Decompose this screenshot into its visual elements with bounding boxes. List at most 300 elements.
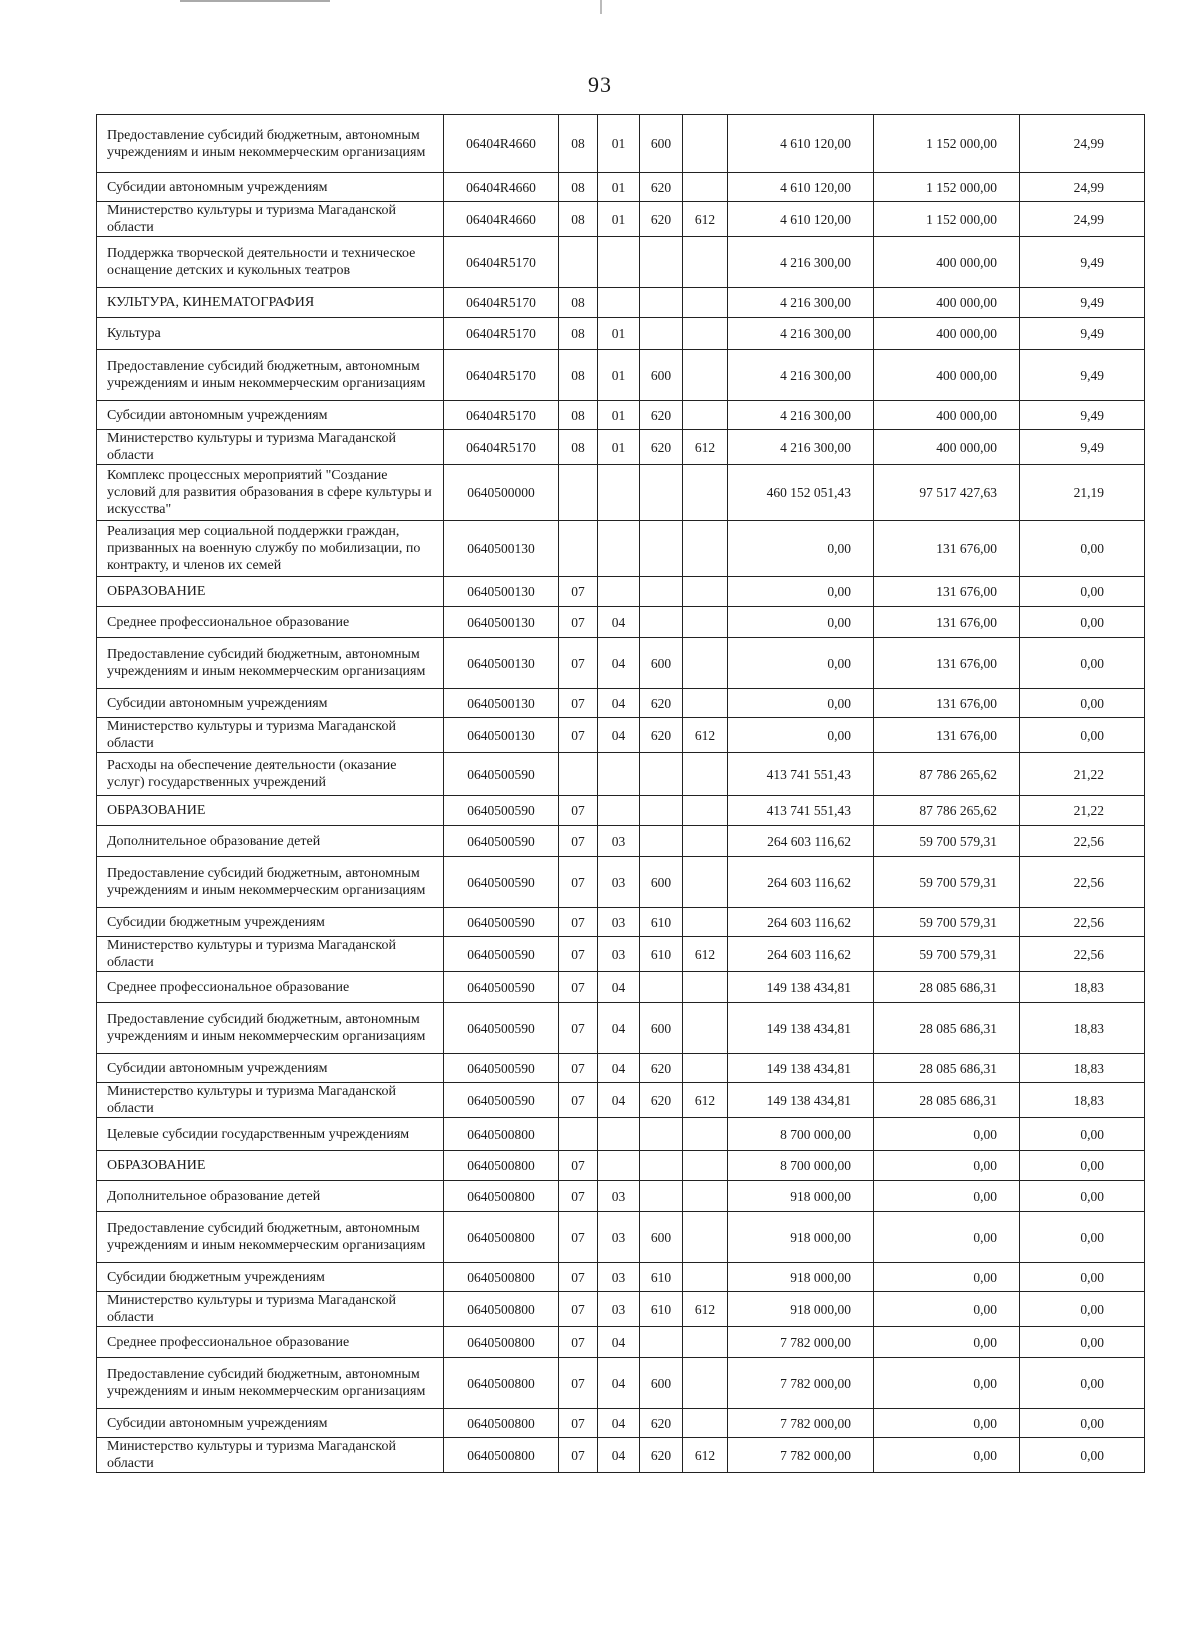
cell-subsection: 03 (598, 937, 640, 972)
cell-section: 07 (559, 577, 598, 607)
cell-percent: 9,49 (1020, 237, 1145, 288)
cell-section: 07 (559, 718, 598, 753)
cell-subsection: 03 (598, 857, 640, 908)
cell-expense-type (640, 796, 683, 826)
cell-name: Среднее профессиональное образование (97, 607, 444, 638)
table-row (97, 1358, 1145, 1409)
table-row (97, 401, 1145, 430)
cell-percent: 18,83 (1020, 1083, 1145, 1118)
cell-plan-amount: 4 216 300,00 (728, 237, 874, 288)
cell-percent: 9,49 (1020, 401, 1145, 430)
cell-percent: 0,00 (1020, 1212, 1145, 1263)
cell-section: 07 (559, 1263, 598, 1292)
cell-code: 0640500800 (444, 1151, 559, 1181)
cell-name: ОБРАЗОВАНИЕ (97, 796, 444, 826)
cell-expense-type: 620 (640, 1054, 683, 1083)
cell-actual-amount: 1 152 000,00 (874, 202, 1020, 237)
cell-plan-amount: 4 216 300,00 (728, 288, 874, 318)
cell-percent: 0,00 (1020, 1118, 1145, 1151)
cell-code: 0640500800 (444, 1212, 559, 1263)
cell-actual-amount: 97 517 427,63 (874, 465, 1020, 521)
cell-percent: 0,00 (1020, 1358, 1145, 1409)
cell-actual-amount: 59 700 579,31 (874, 857, 1020, 908)
cell-section: 08 (559, 350, 598, 401)
cell-percent: 0,00 (1020, 1151, 1145, 1181)
cell-expense-type: 600 (640, 115, 683, 173)
cell-subsection (598, 753, 640, 796)
cell-section (559, 753, 598, 796)
cell-subsection: 03 (598, 1181, 640, 1212)
cell-subsection: 03 (598, 1292, 640, 1327)
cell-name: Предоставление субсидий бюджетным, автономным учреждениям и иным некоммерческим организациям (97, 638, 444, 689)
cell-plan-amount: 264 603 116,62 (728, 937, 874, 972)
cell-subsection: 04 (598, 1003, 640, 1054)
cell-expense-type: 620 (640, 401, 683, 430)
cell-actual-amount: 400 000,00 (874, 430, 1020, 465)
cell-actual-amount: 131 676,00 (874, 607, 1020, 638)
table-row (97, 173, 1145, 202)
cell-code: 06404R5170 (444, 401, 559, 430)
cell-actual-amount: 0,00 (874, 1181, 1020, 1212)
cell-percent: 0,00 (1020, 577, 1145, 607)
cell-admin-code (683, 1212, 728, 1263)
table-row (97, 1409, 1145, 1438)
cell-actual-amount: 28 085 686,31 (874, 1003, 1020, 1054)
cell-plan-amount: 413 741 551,43 (728, 796, 874, 826)
table-row (97, 1212, 1145, 1263)
budget-table (96, 114, 1145, 1473)
table-row (97, 1083, 1145, 1118)
cell-actual-amount: 400 000,00 (874, 237, 1020, 288)
cell-admin-code (683, 972, 728, 1003)
cell-percent: 18,83 (1020, 1003, 1145, 1054)
cell-section: 07 (559, 1003, 598, 1054)
cell-section: 08 (559, 173, 598, 202)
cell-name: Расходы на обеспечение деятельности (оказание услуг) государственных учреждений (97, 753, 444, 796)
cell-subsection: 03 (598, 1263, 640, 1292)
cell-plan-amount: 0,00 (728, 577, 874, 607)
scan-artifact (600, 0, 602, 14)
table-row (97, 202, 1145, 237)
cell-subsection: 01 (598, 115, 640, 173)
cell-plan-amount: 0,00 (728, 689, 874, 718)
cell-code: 0640500130 (444, 577, 559, 607)
cell-section: 08 (559, 288, 598, 318)
cell-name: Целевые субсидии государственным учреждениям (97, 1118, 444, 1151)
cell-subsection (598, 237, 640, 288)
cell-plan-amount: 918 000,00 (728, 1292, 874, 1327)
cell-code: 0640500590 (444, 826, 559, 857)
cell-plan-amount: 7 782 000,00 (728, 1409, 874, 1438)
cell-code: 06404R5170 (444, 430, 559, 465)
cell-actual-amount: 0,00 (874, 1118, 1020, 1151)
cell-code: 06404R5170 (444, 350, 559, 401)
cell-section: 07 (559, 1292, 598, 1327)
cell-admin-code (683, 1054, 728, 1083)
cell-subsection (598, 796, 640, 826)
cell-name: Реализация мер социальной поддержки граждан, призванных на военную службу по мобилизации, по контракту, и членов их семей (97, 521, 444, 577)
cell-code: 0640500800 (444, 1327, 559, 1358)
cell-actual-amount: 131 676,00 (874, 577, 1020, 607)
cell-admin-code (683, 401, 728, 430)
cell-expense-type: 620 (640, 1409, 683, 1438)
cell-name: Комплекс процессных мероприятий "Создание условий для развития образования в сфере культуры и искусства" (97, 465, 444, 521)
cell-code: 06404R4660 (444, 202, 559, 237)
cell-expense-type: 600 (640, 1212, 683, 1263)
cell-expense-type (640, 1181, 683, 1212)
cell-percent: 0,00 (1020, 1292, 1145, 1327)
cell-plan-amount: 4 610 120,00 (728, 115, 874, 173)
cell-code: 06404R5170 (444, 237, 559, 288)
cell-plan-amount: 4 216 300,00 (728, 401, 874, 430)
cell-expense-type: 600 (640, 1003, 683, 1054)
cell-code: 0640500590 (444, 753, 559, 796)
cell-expense-type: 620 (640, 173, 683, 202)
cell-actual-amount: 131 676,00 (874, 521, 1020, 577)
cell-expense-type (640, 1151, 683, 1181)
cell-admin-code (683, 237, 728, 288)
cell-percent: 0,00 (1020, 1438, 1145, 1473)
table-row (97, 857, 1145, 908)
cell-percent: 0,00 (1020, 689, 1145, 718)
cell-percent: 0,00 (1020, 521, 1145, 577)
cell-code: 0640500800 (444, 1181, 559, 1212)
table-row (97, 577, 1145, 607)
table-row (97, 972, 1145, 1003)
cell-plan-amount: 149 138 434,81 (728, 972, 874, 1003)
cell-actual-amount: 28 085 686,31 (874, 1054, 1020, 1083)
table-row (97, 1263, 1145, 1292)
table-row (97, 607, 1145, 638)
cell-percent: 18,83 (1020, 972, 1145, 1003)
cell-section: 07 (559, 796, 598, 826)
cell-percent: 0,00 (1020, 1409, 1145, 1438)
cell-subsection: 01 (598, 401, 640, 430)
cell-admin-code (683, 753, 728, 796)
cell-code: 0640500130 (444, 689, 559, 718)
table-row (97, 1003, 1145, 1054)
table-row (97, 521, 1145, 577)
cell-actual-amount: 28 085 686,31 (874, 972, 1020, 1003)
cell-code: 0640500590 (444, 908, 559, 937)
cell-percent: 21,19 (1020, 465, 1145, 521)
cell-admin-code: 612 (683, 718, 728, 753)
cell-code: 0640500130 (444, 638, 559, 689)
table-row (97, 1327, 1145, 1358)
budget-table-container (96, 114, 1144, 1473)
table-row (97, 1438, 1145, 1473)
cell-section: 07 (559, 972, 598, 1003)
cell-subsection: 04 (598, 1409, 640, 1438)
cell-admin-code (683, 1327, 728, 1358)
cell-code: 06404R4660 (444, 173, 559, 202)
cell-actual-amount: 400 000,00 (874, 288, 1020, 318)
cell-admin-code (683, 1181, 728, 1212)
cell-expense-type (640, 826, 683, 857)
cell-percent: 0,00 (1020, 638, 1145, 689)
cell-subsection: 03 (598, 1212, 640, 1263)
cell-name: Предоставление субсидий бюджетным, автономным учреждениям и иным некоммерческим организациям (97, 1358, 444, 1409)
cell-name: Поддержка творческой деятельности и техническое оснащение детских и кукольных театров (97, 237, 444, 288)
cell-plan-amount: 8 700 000,00 (728, 1151, 874, 1181)
cell-section: 07 (559, 638, 598, 689)
cell-expense-type (640, 521, 683, 577)
cell-percent: 21,22 (1020, 753, 1145, 796)
scan-artifact (180, 0, 330, 2)
cell-admin-code (683, 115, 728, 173)
cell-actual-amount: 131 676,00 (874, 718, 1020, 753)
table-row (97, 318, 1145, 350)
cell-percent: 0,00 (1020, 607, 1145, 638)
cell-subsection: 03 (598, 908, 640, 937)
cell-actual-amount: 400 000,00 (874, 401, 1020, 430)
cell-subsection (598, 577, 640, 607)
cell-name: Субсидии бюджетным учреждениям (97, 1263, 444, 1292)
table-row (97, 465, 1145, 521)
cell-name: Министерство культуры и туризма Магаданской области (97, 1083, 444, 1118)
cell-actual-amount: 59 700 579,31 (874, 908, 1020, 937)
cell-admin-code (683, 826, 728, 857)
cell-percent: 22,56 (1020, 857, 1145, 908)
cell-code: 0640500000 (444, 465, 559, 521)
cell-section: 08 (559, 318, 598, 350)
cell-expense-type: 610 (640, 1292, 683, 1327)
cell-percent: 0,00 (1020, 718, 1145, 753)
cell-expense-type: 620 (640, 718, 683, 753)
cell-expense-type (640, 1327, 683, 1358)
cell-code: 0640500800 (444, 1118, 559, 1151)
cell-section: 07 (559, 937, 598, 972)
cell-plan-amount: 7 782 000,00 (728, 1327, 874, 1358)
cell-code: 06404R4660 (444, 115, 559, 173)
cell-admin-code (683, 1003, 728, 1054)
cell-plan-amount: 918 000,00 (728, 1181, 874, 1212)
table-row (97, 1118, 1145, 1151)
cell-subsection: 04 (598, 1327, 640, 1358)
cell-code: 0640500130 (444, 521, 559, 577)
cell-code: 0640500800 (444, 1263, 559, 1292)
cell-section: 07 (559, 1151, 598, 1181)
cell-name: Среднее профессиональное образование (97, 1327, 444, 1358)
cell-name: ОБРАЗОВАНИЕ (97, 577, 444, 607)
cell-percent: 0,00 (1020, 1327, 1145, 1358)
cell-admin-code: 612 (683, 1292, 728, 1327)
cell-name: Субсидии автономным учреждениям (97, 401, 444, 430)
cell-subsection: 04 (598, 1054, 640, 1083)
cell-section: 07 (559, 826, 598, 857)
cell-plan-amount: 0,00 (728, 638, 874, 689)
cell-admin-code: 612 (683, 937, 728, 972)
cell-name: КУЛЬТУРА, КИНЕМАТОГРАФИЯ (97, 288, 444, 318)
cell-code: 0640500800 (444, 1358, 559, 1409)
cell-code: 0640500800 (444, 1292, 559, 1327)
cell-subsection (598, 288, 640, 318)
cell-section: 07 (559, 908, 598, 937)
cell-admin-code: 612 (683, 202, 728, 237)
cell-section: 07 (559, 689, 598, 718)
cell-expense-type: 600 (640, 857, 683, 908)
cell-admin-code (683, 465, 728, 521)
table-row (97, 937, 1145, 972)
cell-section: 07 (559, 1358, 598, 1409)
cell-expense-type: 610 (640, 908, 683, 937)
cell-percent: 9,49 (1020, 288, 1145, 318)
cell-admin-code (683, 607, 728, 638)
cell-plan-amount: 4 216 300,00 (728, 318, 874, 350)
cell-section: 07 (559, 1409, 598, 1438)
cell-section: 07 (559, 857, 598, 908)
cell-section: 08 (559, 430, 598, 465)
cell-plan-amount: 264 603 116,62 (728, 857, 874, 908)
cell-code: 0640500800 (444, 1409, 559, 1438)
cell-section: 07 (559, 1083, 598, 1118)
table-row (97, 826, 1145, 857)
cell-expense-type (640, 607, 683, 638)
cell-admin-code (683, 288, 728, 318)
cell-expense-type (640, 753, 683, 796)
cell-plan-amount: 7 782 000,00 (728, 1358, 874, 1409)
table-row (97, 288, 1145, 318)
cell-expense-type: 620 (640, 1083, 683, 1118)
cell-percent: 18,83 (1020, 1054, 1145, 1083)
cell-actual-amount: 0,00 (874, 1212, 1020, 1263)
cell-admin-code: 612 (683, 1438, 728, 1473)
cell-code: 0640500130 (444, 607, 559, 638)
cell-name: ОБРАЗОВАНИЕ (97, 1151, 444, 1181)
cell-code: 0640500590 (444, 796, 559, 826)
cell-section: 08 (559, 115, 598, 173)
cell-code: 0640500590 (444, 937, 559, 972)
cell-expense-type: 600 (640, 638, 683, 689)
cell-admin-code: 612 (683, 1083, 728, 1118)
cell-code: 06404R5170 (444, 318, 559, 350)
cell-code: 06404R5170 (444, 288, 559, 318)
table-row (97, 718, 1145, 753)
cell-plan-amount: 8 700 000,00 (728, 1118, 874, 1151)
cell-actual-amount: 1 152 000,00 (874, 173, 1020, 202)
cell-percent: 0,00 (1020, 1263, 1145, 1292)
cell-section: 08 (559, 202, 598, 237)
cell-admin-code (683, 689, 728, 718)
cell-code: 0640500590 (444, 1083, 559, 1118)
cell-name: Дополнительное образование детей (97, 826, 444, 857)
cell-expense-type: 620 (640, 430, 683, 465)
cell-code: 0640500130 (444, 718, 559, 753)
cell-name: Дополнительное образование детей (97, 1181, 444, 1212)
cell-percent: 24,99 (1020, 202, 1145, 237)
cell-expense-type: 610 (640, 937, 683, 972)
cell-subsection: 01 (598, 350, 640, 401)
table-row (97, 115, 1145, 173)
cell-actual-amount: 87 786 265,62 (874, 796, 1020, 826)
cell-admin-code (683, 908, 728, 937)
cell-subsection: 04 (598, 972, 640, 1003)
page-number: 93 (588, 72, 612, 97)
cell-actual-amount: 400 000,00 (874, 350, 1020, 401)
cell-admin-code (683, 1358, 728, 1409)
cell-percent: 9,49 (1020, 430, 1145, 465)
cell-percent: 9,49 (1020, 350, 1145, 401)
cell-plan-amount: 918 000,00 (728, 1263, 874, 1292)
cell-section (559, 237, 598, 288)
table-row (97, 638, 1145, 689)
cell-plan-amount: 264 603 116,62 (728, 826, 874, 857)
cell-plan-amount: 4 610 120,00 (728, 202, 874, 237)
cell-actual-amount: 131 676,00 (874, 689, 1020, 718)
cell-admin-code (683, 857, 728, 908)
cell-subsection: 04 (598, 638, 640, 689)
cell-name: Предоставление субсидий бюджетным, автономным учреждениям и иным некоммерческим организациям (97, 115, 444, 173)
cell-percent: 22,56 (1020, 937, 1145, 972)
cell-admin-code (683, 521, 728, 577)
cell-subsection: 04 (598, 689, 640, 718)
cell-section: 07 (559, 607, 598, 638)
cell-expense-type (640, 465, 683, 521)
cell-name: Министерство культуры и туризма Магаданской области (97, 937, 444, 972)
cell-expense-type: 600 (640, 1358, 683, 1409)
cell-code: 0640500590 (444, 972, 559, 1003)
table-row (97, 1151, 1145, 1181)
cell-code: 0640500590 (444, 1003, 559, 1054)
cell-actual-amount: 0,00 (874, 1327, 1020, 1358)
table-row (97, 350, 1145, 401)
cell-actual-amount: 0,00 (874, 1409, 1020, 1438)
cell-subsection: 03 (598, 826, 640, 857)
cell-expense-type (640, 972, 683, 1003)
table-row (97, 908, 1145, 937)
table-row (97, 430, 1145, 465)
cell-percent: 22,56 (1020, 826, 1145, 857)
cell-plan-amount: 4 610 120,00 (728, 173, 874, 202)
cell-subsection (598, 465, 640, 521)
cell-admin-code (683, 350, 728, 401)
cell-plan-amount: 460 152 051,43 (728, 465, 874, 521)
cell-plan-amount: 7 782 000,00 (728, 1438, 874, 1473)
cell-admin-code (683, 1118, 728, 1151)
cell-actual-amount: 0,00 (874, 1292, 1020, 1327)
table-row (97, 796, 1145, 826)
cell-percent: 24,99 (1020, 115, 1145, 173)
cell-name: Предоставление субсидий бюджетным, автономным учреждениям и иным некоммерческим организациям (97, 857, 444, 908)
cell-actual-amount: 59 700 579,31 (874, 826, 1020, 857)
cell-subsection: 04 (598, 718, 640, 753)
cell-subsection: 01 (598, 318, 640, 350)
cell-percent: 21,22 (1020, 796, 1145, 826)
cell-name: Субсидии автономным учреждениям (97, 1054, 444, 1083)
cell-subsection (598, 1118, 640, 1151)
cell-actual-amount: 0,00 (874, 1358, 1020, 1409)
cell-code: 0640500800 (444, 1438, 559, 1473)
table-row (97, 1181, 1145, 1212)
cell-section: 07 (559, 1212, 598, 1263)
cell-expense-type: 620 (640, 1438, 683, 1473)
cell-expense-type (640, 288, 683, 318)
cell-plan-amount: 264 603 116,62 (728, 908, 874, 937)
cell-subsection: 04 (598, 607, 640, 638)
cell-subsection: 04 (598, 1438, 640, 1473)
cell-subsection: 01 (598, 173, 640, 202)
cell-expense-type (640, 318, 683, 350)
cell-expense-type (640, 237, 683, 288)
cell-plan-amount: 149 138 434,81 (728, 1003, 874, 1054)
cell-admin-code (683, 318, 728, 350)
cell-plan-amount: 0,00 (728, 521, 874, 577)
cell-plan-amount: 918 000,00 (728, 1212, 874, 1263)
table-row (97, 689, 1145, 718)
table-row (97, 237, 1145, 288)
cell-plan-amount: 4 216 300,00 (728, 350, 874, 401)
cell-section: 07 (559, 1054, 598, 1083)
